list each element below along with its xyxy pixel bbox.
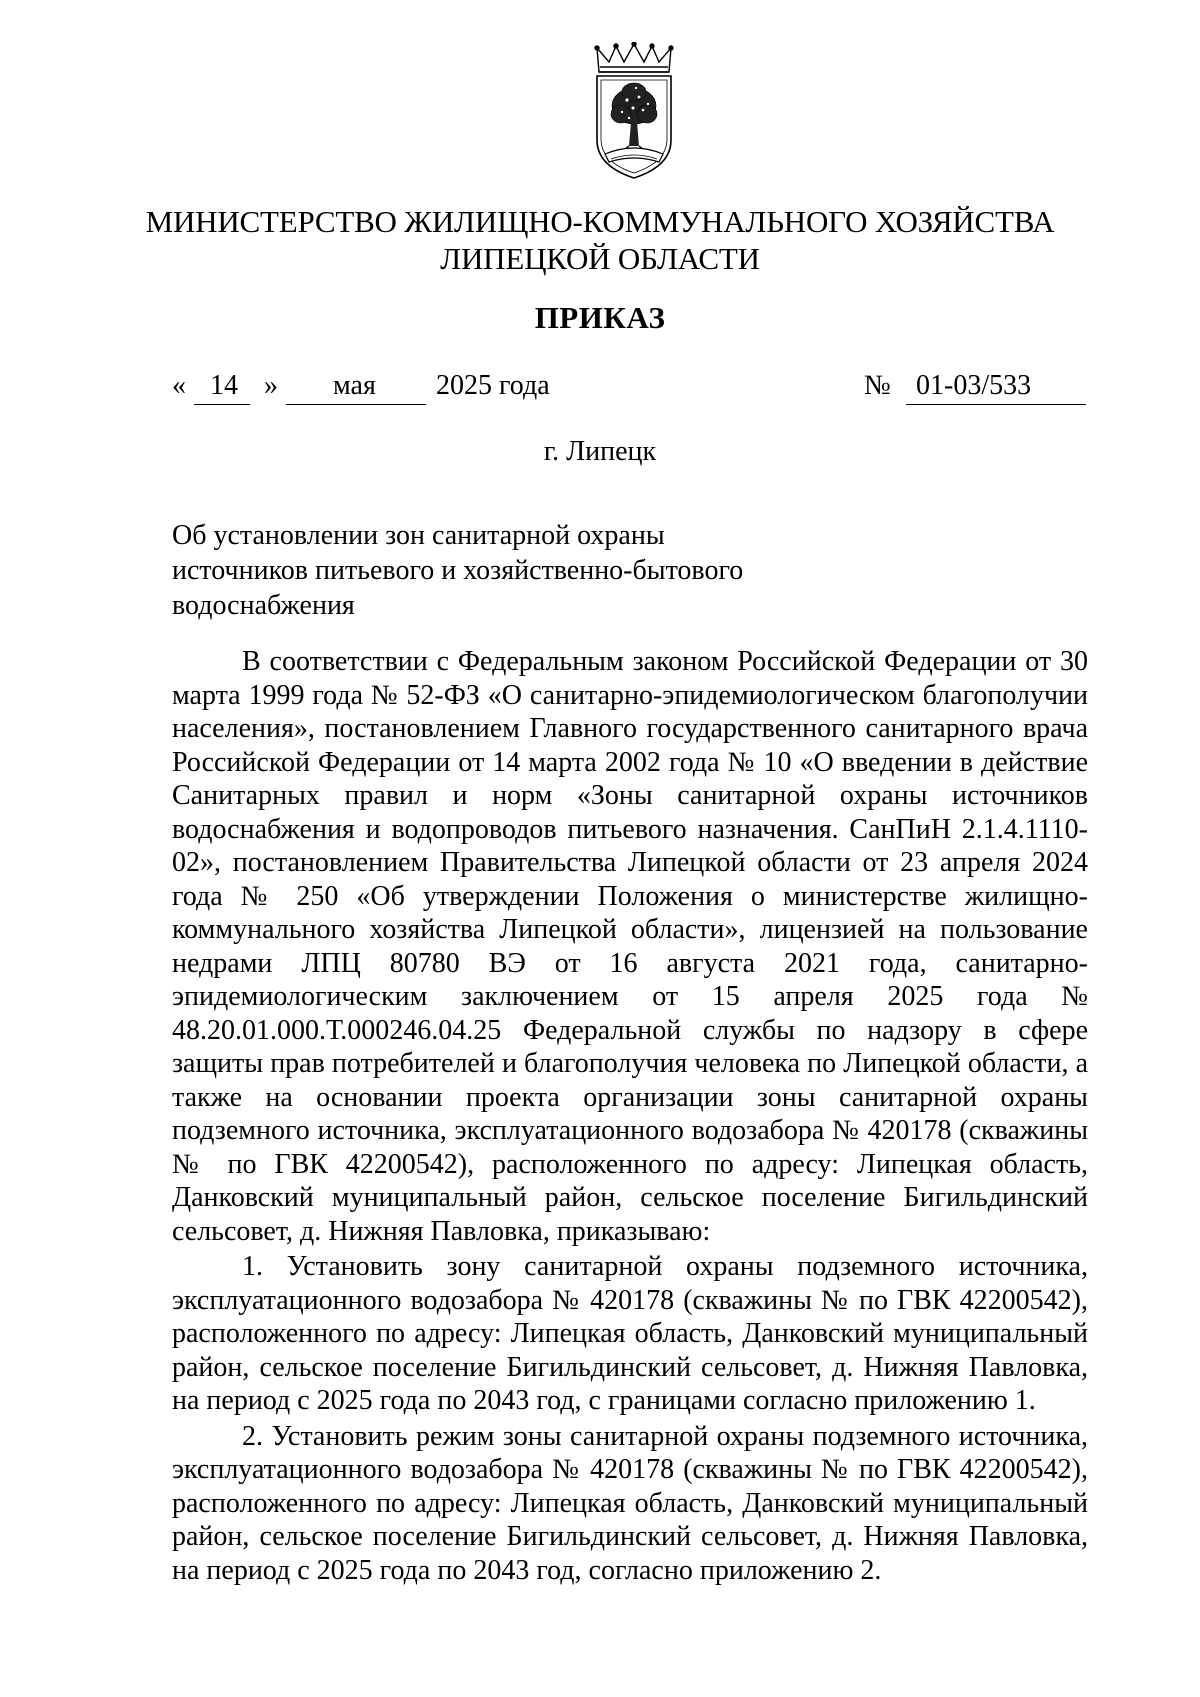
date-month: мая — [333, 370, 376, 401]
subject-line: источников питьевого и хозяйственно-бытового — [172, 555, 744, 586]
coat-of-arms-icon — [591, 42, 677, 182]
ministry-name-line1: МИНИСТЕРСТВО ЖИЛИЩНО-КОММУНАЛЬНОГО ХОЗЯЙСТВА — [145, 204, 1055, 239]
subject-line: водоснабжения — [172, 590, 355, 621]
preamble-paragraph: В соответствии с Федеральным законом Российской Федерации от 30 марта 1999 года № 52-ФЗ «О санитарно-эпидемиологическом благополучии населения», постановлением Главного государственного санитарного врача Российской Федерации от 14 марта 2002 года № 10 «О введении в действие Санитарных правил и норм «Зоны санитарной охраны источников водоснабжения и водопроводов питьевого назначения. СанПиН 2.1.4.1110-02», постановлением Правительства Липецкой области от 23 апреля 2024 года № 250 «Об утверждении Положения о министерстве жилищно-коммунального хозяйства Липецкой области», лицензией на пользование недрами ЛПЦ 80780 ВЭ от 16 августа 2021 года, санитарно-эпидемиологическим заключением от 15 апреля 2025 года № 48.20.01.000.Т.000246.04.25 Федеральной службы по надзору в сфере защиты прав потребителей и благополучия человека по Липецкой области, а также на основании проекта организации зоны санитарной охраны подземного источника, эксплуатационного водозабора № 420178 (скважины № по ГВК 42200542), расположенного по адресу: Липецкая область, Данковский муниципальный район, сельское поселение Бигильдинский сельсовет, д. Нижняя Павловка, приказываю: — [172, 646, 1088, 1247]
number-sign: № — [864, 370, 891, 401]
document-subject — [172, 518, 872, 623]
date-day: 14 — [210, 370, 238, 401]
date-year: 2025 года — [436, 370, 550, 401]
document-number: 01-03/533 — [916, 370, 1032, 401]
subject-line: Об установлении зон санитарной охраны — [172, 520, 665, 551]
number-underline — [906, 404, 1086, 405]
date-quote-open: « — [172, 370, 186, 401]
month-underline — [286, 404, 426, 405]
order-item-2: 2. Установить режим зоны санитарной охраны подземного источника, эксплуатационного водозабора № 420178 (скважины № по ГВК 42200542), расположенного по адресу: Липецкая область, Данковский муниципальный район, сельское поселение Бигильдинский сельсовет, д. Нижняя Павловка, на период с 2025 года по 2043 год, согласно приложению 2. — [172, 1420, 1088, 1586]
document-body — [172, 645, 1088, 1587]
date-quote-close: » — [264, 370, 278, 401]
document-type-title: ПРИКАЗ — [534, 300, 666, 335]
city-name: г. Липецк — [543, 436, 657, 467]
date-number-line — [0, 370, 1200, 410]
order-item-1: 1. Установить зону санитарной охраны подземного источника, эксплуатационного водозабора № 420178 (скважины № по ГВК 42200542), расположенного по адресу: Липецкая область, Данковский муниципальный район, сельское поселение Бигильдинский сельсовет, д. Нижняя Павловка, на период с 2025 года по 2043 год, с границами согласно приложению 1. — [172, 1251, 1088, 1416]
ministry-name-line2: ЛИПЕЦКОЙ ОБЛАСТИ — [440, 241, 760, 276]
day-underline — [194, 404, 250, 405]
